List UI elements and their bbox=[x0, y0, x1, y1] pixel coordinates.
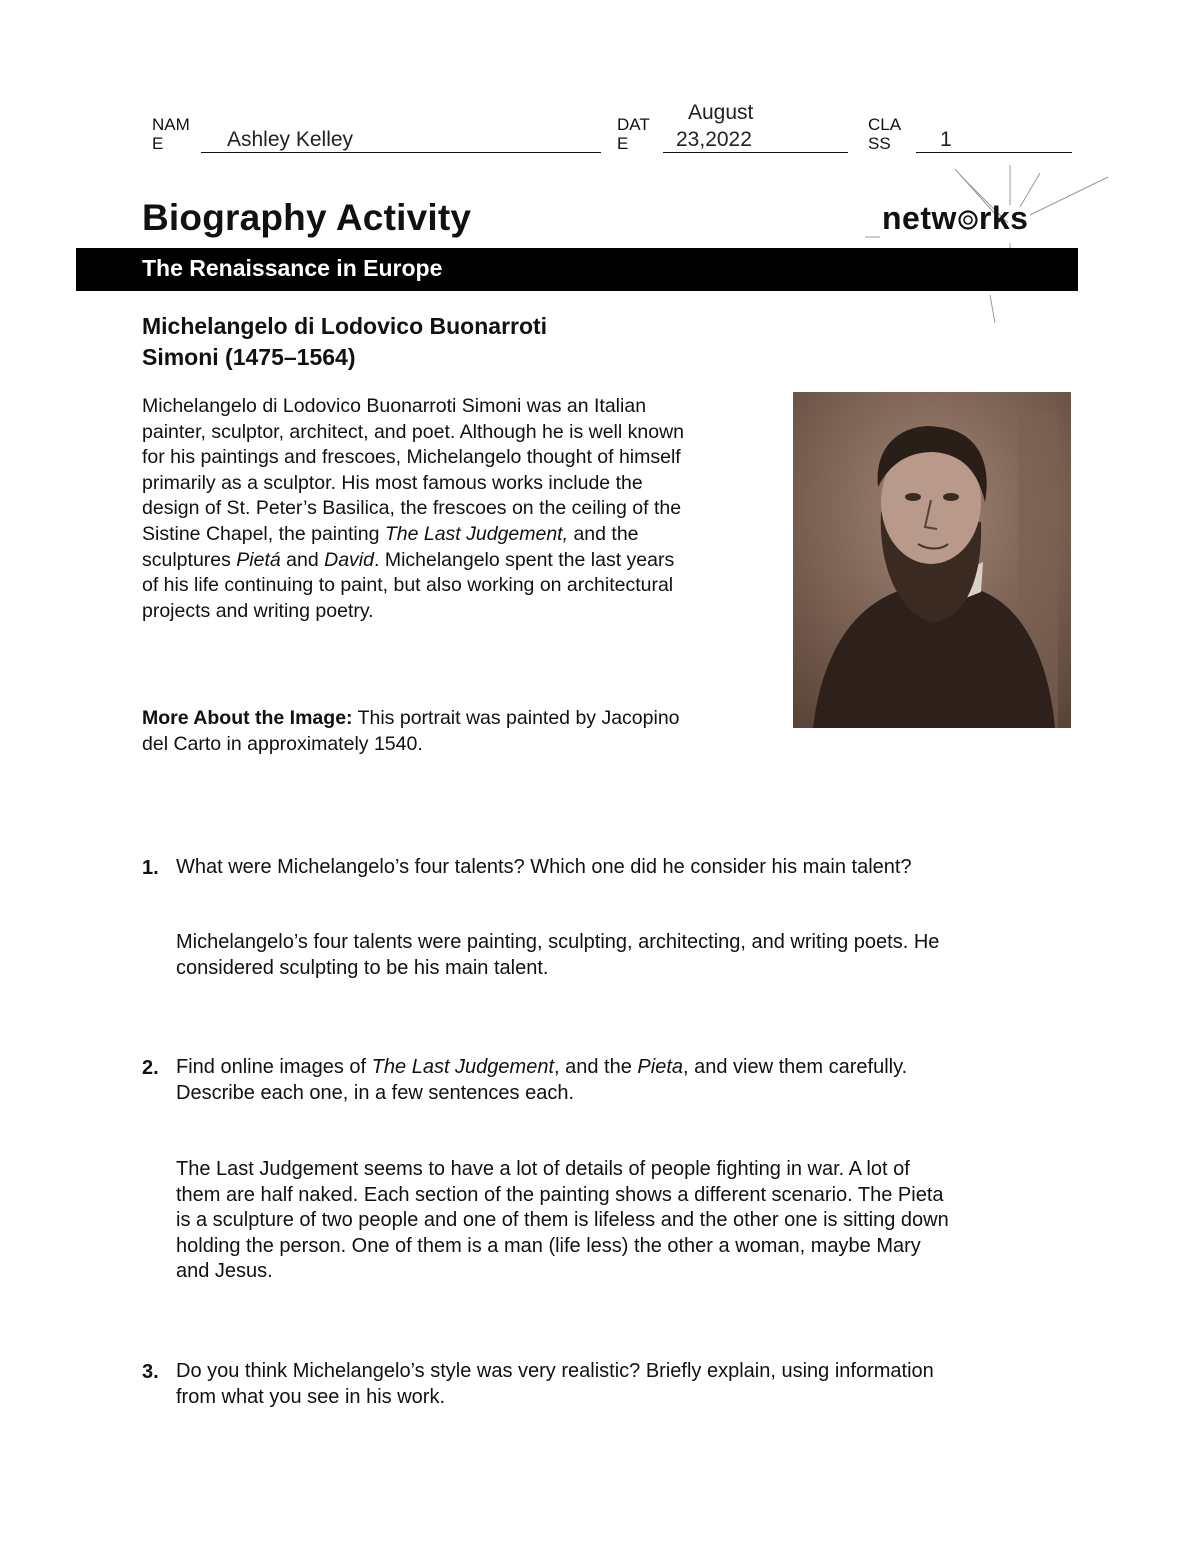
answer-1[interactable]: Michelangelo’s four talents were painting, sculpting, architecting, and writing poets. He considered sculpting to be his main talent. bbox=[176, 931, 940, 979]
class-label: CLA SS bbox=[868, 115, 902, 153]
page-title: Biography Activity bbox=[142, 197, 472, 238]
date-field-line1[interactable]: August bbox=[688, 101, 754, 124]
name-field-line bbox=[201, 152, 601, 153]
class-field-line bbox=[916, 152, 1072, 153]
date-field-line bbox=[663, 152, 848, 153]
answer-2[interactable]: The Last Judgement seems to have a lot of details of people fighting in war. A lot of them are half naked. Each section of the painting shows a different scenario. The Pieta is a sculpture of two people and one of them is lifeless and the other one is sitting down holding the person. One of them is a man (life less) the other a woman, maybe Mary and Jesus. bbox=[176, 1158, 949, 1283]
name-field[interactable]: Ashley Kelley bbox=[227, 128, 354, 151]
michelangelo-portrait bbox=[793, 392, 1071, 728]
question-3-number: 3. bbox=[142, 1361, 159, 1383]
class-field[interactable]: 1 bbox=[940, 128, 952, 151]
bio-paragraph: Michelangelo di Lodovico Buonarroti Simoni was an Italian painter, sculptor, architect, and poet. Although he is well known for his paintings and frescoes, Michelangelo thought of himself primarily as a sculptor. His most famous works include the design of St. Peter’s Basilica, the frescoes on the ceiling of the Sistine Chapel, the painting The Last Judgement, and the sculptures Pietá and David. Michelangelo spent the last years of his life continuing to paint, but also working on architectural projects and writing poetry. bbox=[142, 395, 685, 622]
question-2-number: 2. bbox=[142, 1057, 159, 1079]
date-label: DAT E bbox=[617, 115, 650, 153]
image-note: More About the Image: This portrait was painted by Jacopino del Carto in approximately 1540. bbox=[142, 707, 680, 755]
question-2-text: Find online images of The Last Judgement, and the Pieta, and view them carefully. Describe each one, in a few sentences each. bbox=[176, 1056, 908, 1104]
networks-logo: netw rks bbox=[882, 200, 1029, 236]
section-banner: The Renaissance in Europe bbox=[76, 248, 1078, 291]
subject-heading: Michelangelo di Lodovico Buonarroti Simoni (1475–1564) bbox=[142, 313, 548, 370]
name-label: NAM E bbox=[152, 115, 190, 153]
date-field-line2[interactable]: 23,2022 bbox=[676, 128, 752, 151]
question-1-number: 1. bbox=[142, 857, 159, 879]
question-1-text: What were Michelangelo’s four talents? Which one did he consider his main talent? bbox=[176, 856, 912, 878]
question-3-text: Do you think Michelangelo’s style was very realistic? Briefly explain, using information from what you see in his work. bbox=[176, 1360, 934, 1408]
logo-o-icon bbox=[957, 200, 979, 236]
